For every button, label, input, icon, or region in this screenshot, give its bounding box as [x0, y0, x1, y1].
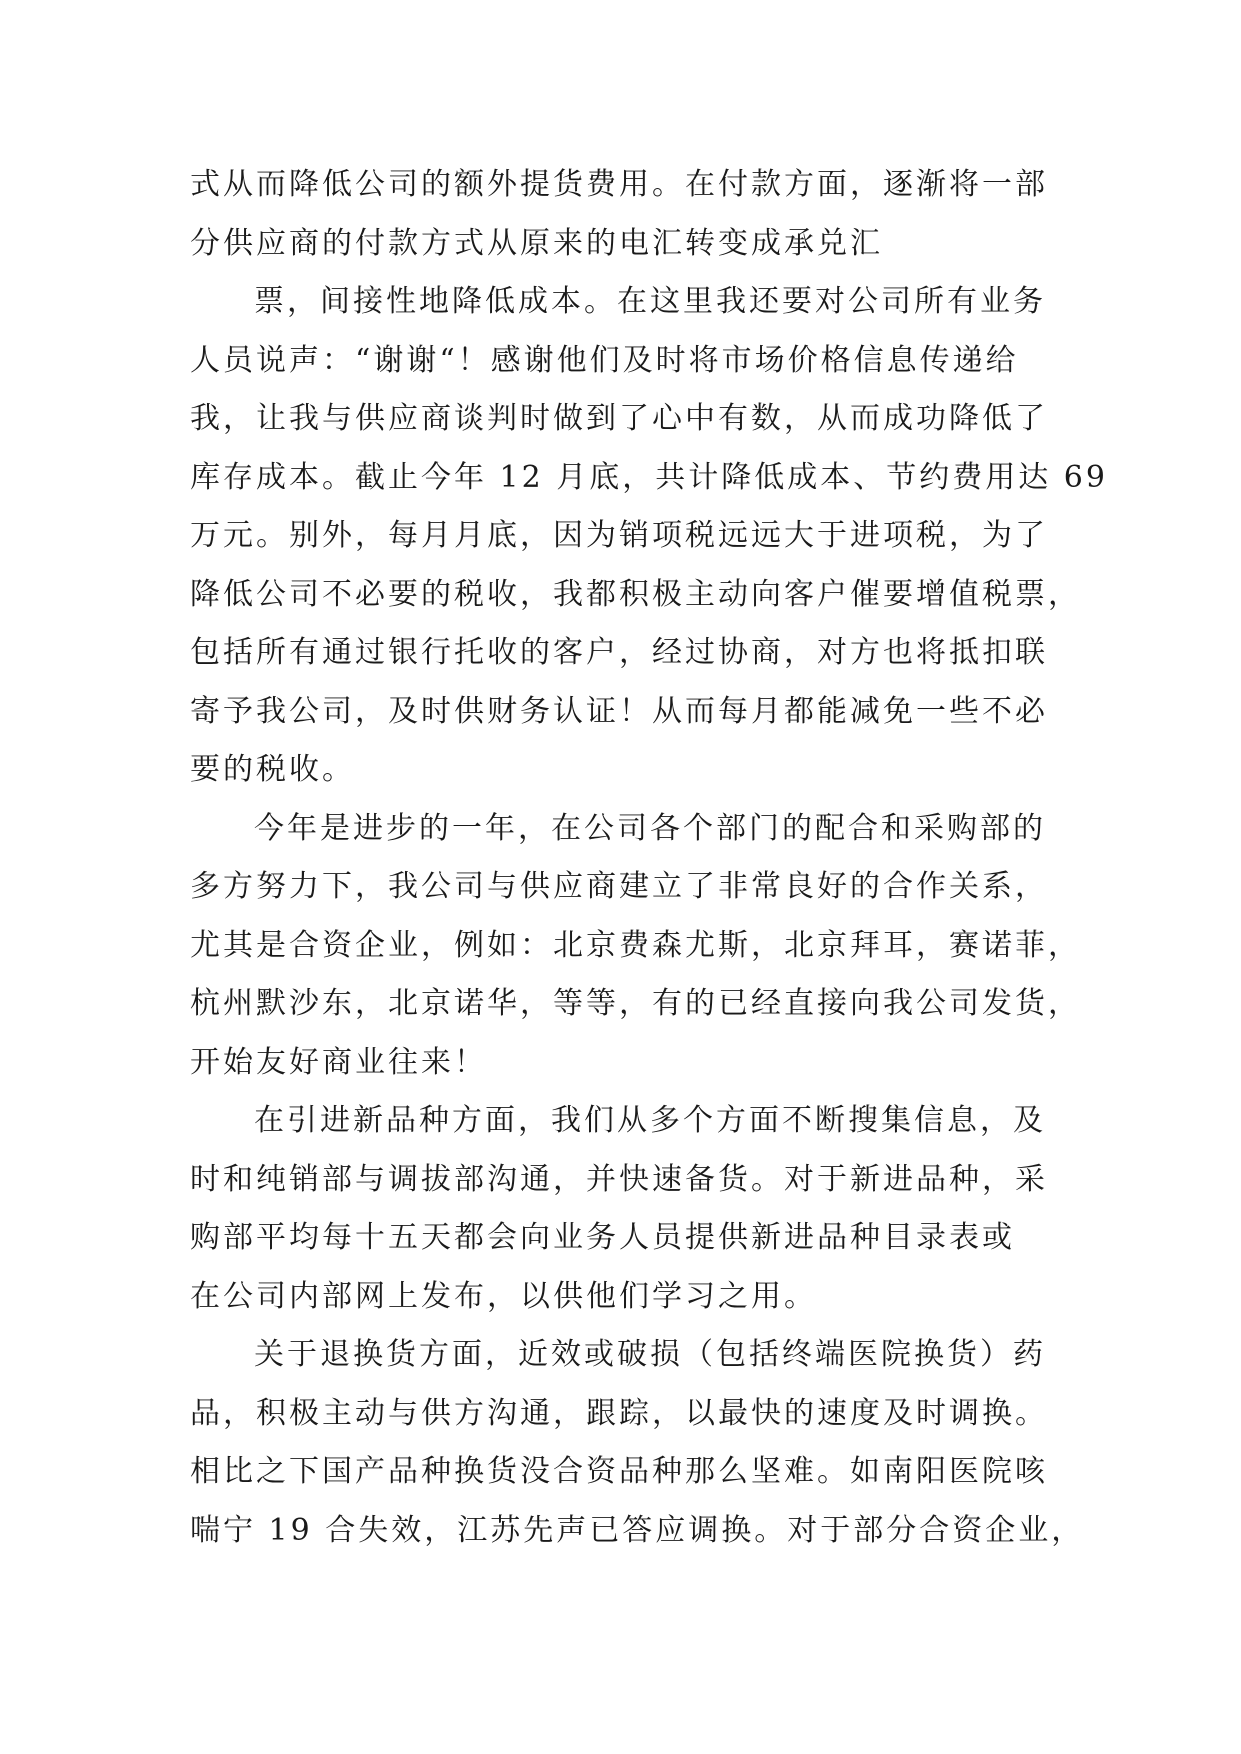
text-line: 喘宁 19 合失效，江苏先声已答应调换。对于部分合资企业， [190, 1512, 1085, 1548]
text-line: 票，间接性地降低成本。在这里我还要对公司所有业务 [254, 284, 1046, 319]
text-line: 关于退换货方面，近效或破损（包括终端医院换货）药 [254, 1337, 1046, 1372]
text-line: 品，积极主动与供方沟通，跟踪，以最快的速度及时调换。 [190, 1395, 1048, 1431]
text-line: 包括所有通过银行托收的客户，经过协商，对方也将抵扣联 [190, 635, 1048, 670]
text-line: 人员说声：“谢谢“！感谢他们及时将市场价格信息传递给 [190, 342, 1019, 378]
text-line: 降低公司不必要的税收，我都积极主动向客户催要增值税票， [190, 576, 1081, 612]
text-line: 库存成本。截止今年 12 月底，共计降低成本、节约费用达 69 [190, 459, 1108, 495]
text-line: 今年是进步的一年，在公司各个部门的配合和采购部的 [254, 810, 1046, 846]
text-line: 在引进新品种方面，我们从多个方面不断搜集信息，及 [254, 1103, 1046, 1138]
text-line: 开始友好商业往来！ [190, 1044, 487, 1080]
text-line: 相比之下国产品种换货没合资品种那么坚难。如南阳医院咳 [190, 1454, 1048, 1489]
text-line: 在公司内部网上发布，以供他们学习之用。 [190, 1278, 817, 1314]
text-line: 我，让我与供应商谈判时做到了心中有数，从而成功降低了 [190, 401, 1048, 436]
text-line: 万元。别外，每月月底，因为销项税远远大于进项税，为了 [190, 518, 1048, 553]
text-line: 尤其是合资企业，例如：北京费森尤斯，北京拜耳，赛诺菲， [190, 927, 1081, 963]
text-line: 寄予我公司，及时供财务认证！从而每月都能减免一些不必 [190, 693, 1048, 729]
body-text [190, 156, 1108, 1560]
text-line: 时和纯销部与调拔部沟通，并快速备货。对于新进品种，采 [190, 1161, 1048, 1197]
text-line: 分供应商的付款方式从原来的电汇转变成承兑汇 [190, 225, 883, 261]
text-line: 杭州默沙东，北京诺华，等等，有的已经直接向我公司发货， [190, 986, 1081, 1021]
text-line: 购部平均每十五天都会向业务人员提供新进品种目录表或 [190, 1220, 1015, 1255]
text-line: 多方努力下，我公司与供应商建立了非常良好的合作关系， [190, 869, 1048, 904]
text-line: 式从而降低公司的额外提货费用。在付款方面，逐渐将一部 [190, 167, 1048, 202]
text-line: 要的税收。 [190, 752, 355, 787]
